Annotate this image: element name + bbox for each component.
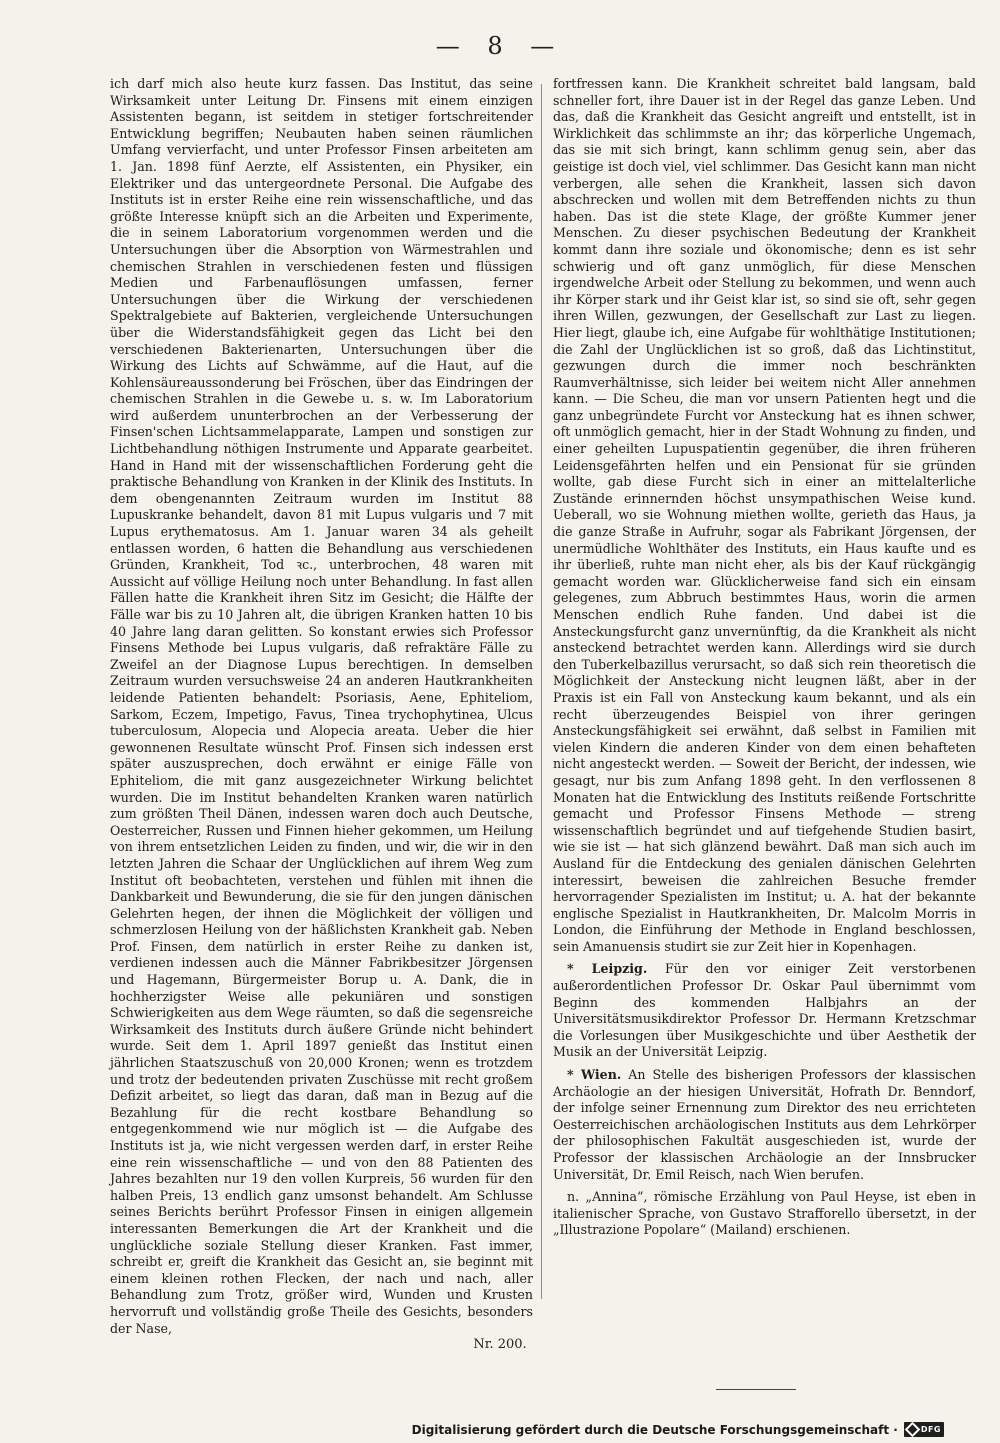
dfg-mark-icon [905, 1422, 921, 1438]
section-separator [716, 1389, 796, 1390]
footer [412, 1422, 944, 1437]
dfg-logo-icon [904, 1422, 944, 1437]
right-column [553, 76, 976, 1276]
right-column-continuation: fortfressen kann. Die Krankheit schreitet bald langsam, bald schneller fort, ihre Dauer ist in der Regel das ganze Leben. Und das, daß die Krankheit das Gesicht angreift und entstellt, ist in Wirklichkeit das schlimmste an ihr; das körperliche Ungemach, das sie mit sich bringt, kann schlimm genug sein, aber das geistige ist doch viel, viel schlimmer. Das Gesicht kann man nicht verbergen, alle sehen die Krankheit, lassen sich davon abschrecken und wollen mit dem Betreffenden nichts zu thun haben. Das ist die stete Klage, der größte Kummer jener Menschen. Zu dieser psychischen Bedeutung der Krankheit kommt dann ihre soziale und ökonomische; denn es ist sehr schwierig und oft ganz unmöglich, für diese Menschen irgendwelche Arbeit oder Stellung zu bekommen, und wenn auch ihr Körper stark und ihr Geist klar ist, so sind sie oft, sehr gegen ihren Willen, gezwungen, der Gesellschaft zur Last zu liegen. Hier liegt, glaube ich, eine Aufgabe für wohlthätige Institutionen; die Zahl der Unglücklichen ist so groß, daß das Lichtinstitut, gezwungen durch die immer noch beschränkten Raumverhältnisse, sich leider bei weitem nicht Aller annehmen kann. — Die Scheu, die man vor unsern Patienten hegt und die ganz unbegründete Furcht vor Ansteckung hat es ihnen schwer, oft unmöglich gemacht, hier in der Stadt Wohnung zu finden, und einer geheilten Lupuspatientin gegenüber, die ihren früheren Leidensgefährten helfen und ein Pensionat für sie gründen wollte, gab diese Furcht sich in einer an mittelalterliche Zustände erinnernden höchst unsympathischen Weise kund. Ueberall, wo sie Wohnung miethen wollte, gerieth das Haus, ja die ganze Straße in Aufruhr, sogar als Fabrikant Jörgensen, der unermüdliche Wohlthäter des Instituts, ein Haus kaufte und es ihr überließ, ruhte man nicht eher, als bis der Kauf rückgängig gemacht worden war. Glücklicherweise fand sich ein einsam gelegenes, zum Abbruch bestimmtes Haus, worin die armen Menschen endlich Ruhe fanden. Und dabei ist die Ansteckungsfurcht ganz unvernünftig, da die Krankheit als nicht ansteckend betrachtet werden kann. Allerdings wird sie durch den Tuberkelbazillus verursacht, so daß sich rein theoretisch die Möglichkeit der Ansteckung nicht leugnen läßt, aber in der Praxis ist ein Fall von Ansteckung kaum bekannt, und als ein recht überzeugendes Beispiel von ihrer geringen Ansteckungsfähigkeit sei erwähnt, daß selbst in Familien mit vielen Kindern die anderen Kinder von dem einen behafteten nicht angesteckt werden. — Soweit der Bericht, der indessen, wie gesagt, nur bis zum Anfang 1898 geht. In den verflossenen 8 Monaten hat die Entwicklung des Instituts reißende Fortschritte gemacht und Professor Finsens Methode — streng wissenschaftlich begründet und auf tiefgehende Studien basirt, wie sie ist — hat sich glänzend bewährt. Daß man sich auch im Ausland für die Entdeckung des genialen dänischen Gelehrten interessirt, beweisen die zahlreichen Besuche fremder hervorragender Spezialisten im Institut; u. A. hat der bekannte englische Spezialist in Hautkrankheiten, Dr. Malcolm Morris in London, die Einführung der Methode in England beschlossen, sein Amanuensis studirt sie zur Zeit hier in Kopenhagen. [553, 76, 976, 954]
footer-credit: Digitalisierung gefördert durch die Deutsche Forschungsgemeinschaft · [411, 1422, 898, 1437]
news-item-leipzig-head: * Leipzig. [567, 961, 648, 977]
news-item-wien-head: * Wien. [567, 1067, 622, 1083]
news-item-leipzig-text: Für den vor einiger Zeit verstorbenen außerordentlichen Professor Dr. Oskar Paul übernimmt vom Beginn des kommenden Halbjahrs an der Universitätsmusikdirektor Professor Dr. Hermann Kretzschmar die Vorlesungen über Musikgeschichte und über Aesthetik der Musik an der Universität Leipzig. [553, 961, 976, 1060]
left-column-text: ich darf mich also heute kurz fassen. Das Institut, das seine Wirksamkeit unter Leitung Dr. Finsens mit einem einzigen Assistenten begann, ist seitdem in stetiger fortschreitender Entwicklung begriffen; Neubauten haben seinen räumlichen Umfang vervierfacht, und unter Professor Finsen arbeiteten am 1. Jan. 1898 fünf Aerzte, elf Assistenten, ein Physiker, ein Elektriker und das untergeordnete Personal. Die Aufgabe des Instituts ist in erster Reihe eine rein wissenschaftliche, und das größte Interesse knüpft sich an die Arbeiten und Experimente, die in seinem Laboratorium vorgenommen werden und die Untersuchungen über die Absorption von Wärmestrahlen und chemischen Strahlen in verschiedenen festen und flüssigen Medien und Farbenauflösungen umfassen, ferner Untersuchungen über die Wirkung der verschiedenen Spektralgebiete auf Bakterien, vergleichende Untersuchungen über die Widerstandsfähigkeit gegen das Licht bei den verschiedenen Bakterienarten, Untersuchungen über die Wirkung des Lichts auf Schwämme, auf die Haut, auf die Kohlensäureaussonderung bei Fröschen, über das Eindringen der chemischen Strahlen in die Gewebe u. s. w. Im Laboratorium wird außerdem ununterbrochen an der Verbesserung der Finsen'schen Lichtsammelapparate, Lampen und sonstigen zur Lichtbehandlung nöthigen Instrumente und Apparate gearbeitet. Hand in Hand mit der wissenschaftlichen Forderung geht die praktische Behandlung von Kranken in der Klinik des Instituts. In dem obengenannten Zeitraum wurden im Institut 88 Lupuskranke behandelt, davon 81 mit Lupus vulgaris und 7 mit Lupus erythematosus. Am 1. Januar waren 34 als geheilt entlassen worden, 6 hatten die Behandlung aus verschiedenen Gründen, Krankheit, Tod ꝛc., unterbrochen, 48 waren mit Aussicht auf völlige Heilung noch unter Behandlung. In fast allen Fällen hatte die Krankheit ihren Sitz im Gesicht; die Hälfte der Fälle war bis zu 10 Jahren alt, die übrigen Kranken hatten 10 bis 40 Jahre lang daran gelitten. So konstant erwies sich Professor Finsens Methode bei Lupus vulgaris, daß refraktäre Fälle zu Zweifel an der Diagnose Lupus berechtigen. In demselben Zeitraum wurden versuchsweise 24 an anderen Hautkrankheiten leidende Patienten behandelt: Psoriasis, Aene, Ephiteliom, Sarkom, Eczem, Impetigo, Favus, Tinea trychophytinea, Ulcus tuberculosum, Alopecia und Alopecia areata. Ueber die hier gewonnenen Resultate wünscht Prof. Finsen sich indessen erst später auszusprechen, doch erwähnt er einige Fälle von Ephiteliom, die mit ganz ausgezeichneter Wirkung belichtet wurden. Die im Institut behandelten Kranken waren natürlich zum größten Theil Dänen, indessen waren doch auch Deutsche, Oesterreicher, Russen und Finnen hieher gekommen, um Heilung von ihrem entsetzlichen Leiden zu finden, und wir, die wir in den letzten Jahren die Schaar der Unglücklichen auf ihrem Weg zum Institut oft beobachteten, verstehen und fühlen mit ihnen die Dankbarkeit und Bewunderung, die sie für den jungen dänischen Gelehrten hegen, der ihnen die Möglichkeit der völligen und schmerzlosen Heilung von der häßlichsten Krankheit gab. Neben Prof. Finsen, dem natürlich in erster Reihe zu danken ist, verdienen indessen auch die Männer Fabrikbesitzer Jörgensen und Hagemann, Bürgermeister Borup u. A. Dank, die in hochherzigster Weise alle pekuniären und sonstigen Schwierigkeiten aus dem Wege räumten, so daß die segensreiche Wirksamkeit des Instituts durch äußere Gründe nicht behindert wurde. Seit dem 1. April 1897 genießt das Institut einen jährlichen Staatszuschuß von 20,000 Kronen; wenn es trotzdem und trotz der bedeutenden privaten Zuschüsse mit recht großem Defizit arbeitet, so liegt das daran, daß man in Bezug auf die Bezahlung für die recht kostbare Behandlung so entgegenkommend wie nur möglich ist — die Aufgabe des Instituts ist ja, wie nicht vergessen werden darf, in erster Reihe eine rein wissenschaftliche — und von den 88 Patienten des Jahres bezahlten nur 19 den vollen Kurpreis, 56 wurden für den halben Preis, 13 endlich ganz umsonst behandelt. Am Schlusse seines Berichts berührt Professor Finsen in einigen allgemein interessanten Bemerkungen die Art der Krankheit und die unglückliche soziale Stellung dieser Kranken. Fast immer, schreibt er, greift die Krankheit das Gesicht an, sie beginnt mit einem kleinen rothen Flecken, der nach und nach, aller Behandlung zum Trotz, größer wird, Wunden und Krusten hervorruft und vollständig große Theile des Gesichts, besonders der Nase, [110, 76, 533, 1336]
news-item-leipzig [553, 961, 976, 1061]
column-divider [541, 84, 542, 1299]
issue-number: Nr. 200. [473, 1337, 527, 1352]
news-item-wien-text: An Stelle des bisherigen Professors der klassischen Archäologie an der hiesigen Universität, Hofrath Dr. Benndorf, der infolge seiner Ernennung zum Direktor des neu errichteten Oesterreichischen archäologischen Instituts aus dem Lehrkörper der philosophischen Fakultät ausgeschieden ist, wurde der Professor der klassischen Archäologie an der Innsbrucker Universität, Dr. Emil Reisch, nach Wien berufen. [553, 1067, 976, 1182]
dfg-logo-text: DFG [920, 1425, 941, 1434]
news-item-annina [553, 1189, 976, 1239]
page-number: — 8 — [435, 32, 565, 60]
news-item-wien [553, 1067, 976, 1183]
news-item-annina-text: n. „Annina“, römische Erzählung von Paul Heyse, ist eben in italienischer Sprache, von Gustavo Strafforello übersetzt, in der „Illustrazione Popolare“ (Mailand) erschienen. [553, 1189, 976, 1238]
left-column [110, 76, 533, 1336]
